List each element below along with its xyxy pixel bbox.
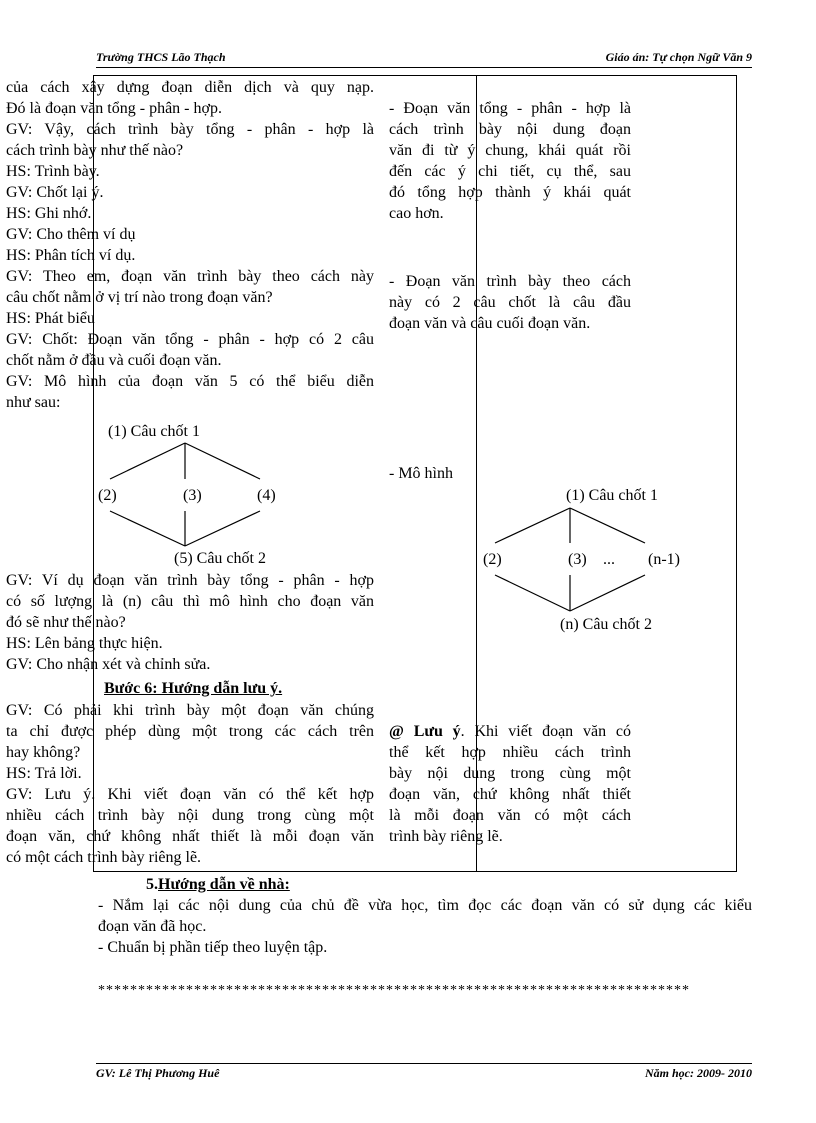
left-line: có số lượng là (n) câu thì mô hình cho đoạn văn bbox=[6, 593, 374, 610]
right-model-dots: ... bbox=[603, 551, 615, 568]
right-line: cách trình bày nội dung đoạn bbox=[389, 121, 631, 138]
right-model-node-n-minus-1: (n-1) bbox=[648, 551, 680, 568]
right-model-bottom: (n) Câu chốt 2 bbox=[560, 616, 652, 633]
left-line: câu chốt nằm ở vị trí nào trong đoạn văn? bbox=[6, 289, 273, 306]
right-model-top: (1) Câu chốt 1 bbox=[566, 487, 658, 504]
left-line: ta chỉ được phép dùng một trong các cách trên bbox=[6, 723, 374, 740]
left-model-top: (1) Câu chốt 1 bbox=[108, 423, 200, 440]
homework-heading bbox=[146, 874, 290, 895]
right-model-label: - Mô hình bbox=[389, 465, 453, 482]
teacher-name: GV: Lê Thị Phương Huê bbox=[96, 1066, 220, 1080]
left-line: GV: Lưu ý. Khi viết đoạn văn có thể kết hợp bbox=[6, 786, 374, 803]
right-line: đó tổng hợp thành ý khái quát bbox=[389, 184, 631, 201]
left-line: GV: Cho thêm ví dụ bbox=[6, 226, 136, 243]
left-line: GV: Vậy, cách trình bày tổng - phân - hợp là bbox=[6, 121, 374, 138]
right-line: là mỗi đoạn văn có một cách bbox=[389, 807, 631, 824]
homework-number: 5. bbox=[146, 876, 158, 893]
left-line: hay không? bbox=[6, 744, 81, 761]
right-line: đến các ý chi tiết, cụ thể, sau bbox=[389, 163, 631, 180]
homework-line: đoạn văn đã học. bbox=[98, 918, 207, 935]
right-line: trình bày riêng lẽ. bbox=[389, 828, 503, 845]
left-line: đoạn văn, chứ không nhất thiết là mỗi đoạn văn bbox=[6, 828, 374, 845]
left-line: HS: Ghi nhớ. bbox=[6, 205, 92, 222]
right-line: cao hơn. bbox=[389, 205, 444, 222]
left-line: HS: Trình bày. bbox=[6, 163, 100, 180]
left-model-bottom: (5) Câu chốt 2 bbox=[174, 550, 266, 567]
left-line: chốt nằm ở đầu và cuối đoạn văn. bbox=[6, 352, 222, 369]
right-line: - Đoạn văn tổng - phân - hợp là bbox=[389, 100, 631, 117]
left-line: GV: Ví dụ đoạn văn trình bày tổng - phân - hợp bbox=[6, 572, 374, 589]
page-footer bbox=[96, 1063, 752, 1081]
right-line: đoạn văn, chứ không nhất thiết bbox=[389, 786, 631, 803]
left-line: GV: Theo em, đoạn văn trình bày theo cách này bbox=[6, 268, 374, 285]
left-line: HS: Phát biểu bbox=[6, 310, 95, 327]
note-first-rest: . Khi viết đoạn văn có bbox=[460, 723, 631, 740]
separator-stars: ************************************************************************** bbox=[98, 983, 690, 998]
left-line: GV: Cho nhận xét và chỉnh sửa. bbox=[6, 656, 211, 673]
right-line: bày nội dung trong cùng một bbox=[389, 765, 631, 782]
left-line: như sau: bbox=[6, 394, 61, 411]
note-lead: @ Lưu ý bbox=[389, 723, 461, 740]
right-line: thể kết hợp nhiều cách trình bbox=[389, 744, 631, 761]
left-line: HS: Lên bảng thực hiện. bbox=[6, 635, 163, 652]
left-line: của cách xây dựng đoạn diễn dịch và quy nạp. bbox=[6, 79, 374, 96]
left-line: GV: Mô hình của đoạn văn 5 có thể biểu diễn bbox=[6, 373, 374, 390]
lesson-plan-title: Giáo án: Tự chọn Ngữ Văn 9 bbox=[605, 50, 752, 64]
right-line: - Đoạn văn trình bày theo cách bbox=[389, 273, 631, 290]
right-model-node-3: (3) bbox=[568, 551, 587, 568]
right-model-node-2: (2) bbox=[483, 551, 502, 568]
left-line: nhiều cách trình bày nội dung trong cùng một bbox=[6, 807, 374, 824]
left-line: HS: Phân tích ví dụ. bbox=[6, 247, 136, 264]
right-line: văn đi từ ý chung, khái quát rồi bbox=[389, 142, 631, 159]
left-line: GV: Chốt: Đoạn văn tổng - phân - hợp có 2 câu bbox=[6, 331, 374, 348]
homework-line: - Nắm lại các nội dung của chủ đề vừa học, tìm đọc các đoạn văn có sử dụng các kiểu bbox=[98, 897, 752, 914]
left-line: GV: Có phải khi trình bày một đoạn văn chúng bbox=[6, 702, 374, 719]
left-line: GV: Chốt lại ý. bbox=[6, 184, 104, 201]
school-name: Trường THCS Lão Thạch bbox=[96, 50, 226, 64]
left-model-node-4: (4) bbox=[257, 487, 276, 504]
right-line: này có 2 câu chốt là câu đầu bbox=[389, 294, 631, 311]
right-note-first-line bbox=[389, 721, 631, 742]
left-line: đó sẽ như thế nào? bbox=[6, 614, 126, 631]
left-model-node-3: (3) bbox=[183, 487, 202, 504]
homework-title: Hướng dẫn về nhà: bbox=[158, 876, 290, 893]
left-line: Đó là đoạn văn tổng - phân - hợp. bbox=[6, 100, 222, 117]
step6-heading: Bước 6: Hướng dẫn lưu ý. bbox=[104, 680, 283, 697]
left-line: có một cách trình bày riêng lẽ. bbox=[6, 849, 202, 866]
left-line: cách trình bày như thế nào? bbox=[6, 142, 184, 159]
homework-line: - Chuẩn bị phần tiếp theo luyện tập. bbox=[98, 939, 328, 956]
left-line: HS: Trả lời. bbox=[6, 765, 82, 782]
school-year: Năm học: 2009- 2010 bbox=[645, 1066, 752, 1080]
right-line: đoạn văn và câu cuối đoạn văn. bbox=[389, 315, 591, 332]
left-model-node-2: (2) bbox=[98, 487, 117, 504]
